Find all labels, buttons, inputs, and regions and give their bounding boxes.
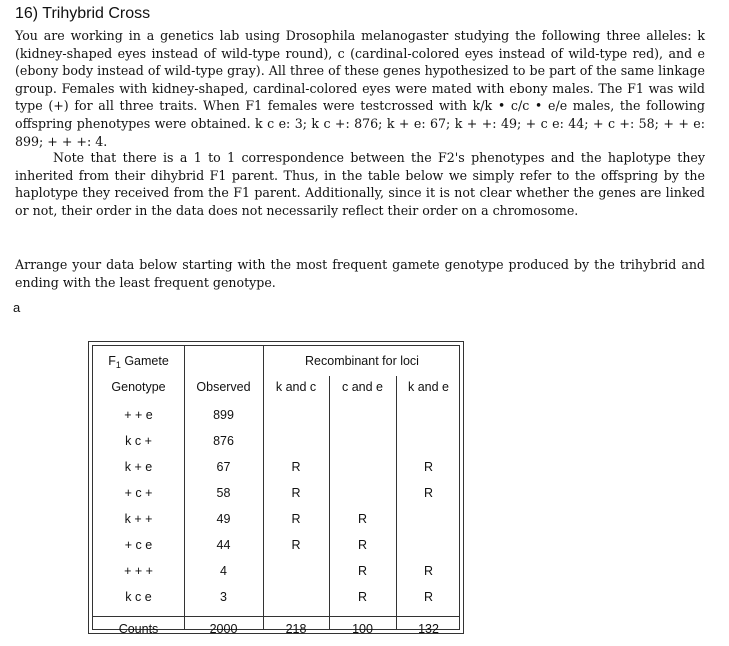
counts-k-and-c: 218 — [285, 622, 307, 636]
observed-cell: 899 — [213, 408, 234, 422]
part-label: a — [13, 300, 21, 315]
observed-cell: 4 — [220, 564, 227, 578]
header-observed: Observed — [196, 380, 251, 394]
recomb-ce-cell: R — [357, 538, 368, 552]
genotype-cell: + c e — [124, 538, 153, 552]
problem-paragraph-2: Note that there is a 1 to 1 correspondence between the F2's phenotypes and the haplotype they inherited from their dihybrid F1 parent. Thus, in the table below we simply refer to the offspring by the haplotype they received from the F1 parent. Additionally, since it is not clear whether the genes are linked or not, their order in the data does not necessarily reflect their order on a chromosome. — [15, 150, 705, 218]
observed-cell: 44 — [216, 538, 231, 552]
recomb-ce-cell: R — [357, 512, 368, 526]
header-k-and-e: k and e — [407, 380, 449, 394]
recomb-ke-cell: R — [423, 460, 434, 474]
header-c-and-e: c and e — [341, 380, 383, 394]
observed-cell: 49 — [216, 512, 231, 526]
genotype-cell: k + e — [124, 460, 153, 474]
genotype-cell: k c e — [125, 590, 152, 604]
genotype-cell: + c + — [124, 486, 153, 500]
genotype-cell: k c + — [125, 434, 152, 448]
counts-label: Counts — [118, 622, 159, 636]
genotype-cell: + + + — [124, 564, 153, 578]
recomb-ke-cell: R — [423, 590, 434, 604]
recomb-ce-cell: R — [357, 590, 368, 604]
header-gamete — [93, 354, 184, 368]
observed-cell: 67 — [216, 460, 231, 474]
recomb-ke-cell: R — [423, 486, 434, 500]
counts-k-and-e: 132 — [418, 622, 439, 636]
header-recombinant: Recombinant for loci — [305, 354, 419, 368]
observed-cell: 3 — [220, 590, 227, 604]
recomb-kc-cell: R — [291, 538, 301, 552]
observed-cell: 876 — [213, 434, 234, 448]
row-divider — [93, 616, 459, 617]
recomb-kc-cell: R — [291, 512, 301, 526]
recomb-ke-cell: R — [423, 564, 434, 578]
data-table — [88, 341, 464, 634]
header-gamete-f: F — [108, 354, 116, 368]
header-k-and-c: k and c — [275, 380, 317, 394]
header-genotype: Genotype — [111, 380, 166, 394]
problem-paragraph-1: You are working in a genetics lab using Drosophila melanogaster studying the following three alleles: k (kidney-shaped eyes instead of wild-type round), c (cardinal-colored eyes instead of wild-type red), and e (ebony body instead of wild-type gray). All three of these genes hypothesized to be part of the same linkage group. Females with kidney-shaped, cardinal-colored eyes were mated with ebony males. The F1 was wild type (+) for all three traits. When F1 females were testcrossed with k/k • c/c • e/e males, the following offspring phenotypes were obtained. k c e: 3; k c +: 876; k + e: 67; k + +: 49; + c e: 44; + c +: 58; + + e: 899; + + +: 4. — [15, 28, 705, 149]
counts-c-and-e: 100 — [352, 622, 373, 636]
observed-cell: 58 — [216, 486, 231, 500]
header-gamete-subscript: 1 — [115, 360, 121, 370]
recomb-kc-cell: R — [291, 460, 301, 474]
problem-title: 16) Trihybrid Cross — [15, 5, 151, 22]
recomb-kc-cell: R — [291, 486, 301, 500]
table-frame — [92, 345, 460, 636]
recomb-ce-cell: R — [357, 564, 368, 578]
genotype-cell: + + e — [124, 408, 153, 422]
header-gamete-rest: Gamete — [120, 354, 169, 368]
counts-observed: 2000 — [209, 622, 238, 636]
genotype-cell: k + + — [124, 512, 153, 526]
instructions-paragraph: Arrange your data below starting with the most frequent gamete genotype produced by the trihybrid and ending with the least frequent genotype. — [15, 257, 705, 290]
